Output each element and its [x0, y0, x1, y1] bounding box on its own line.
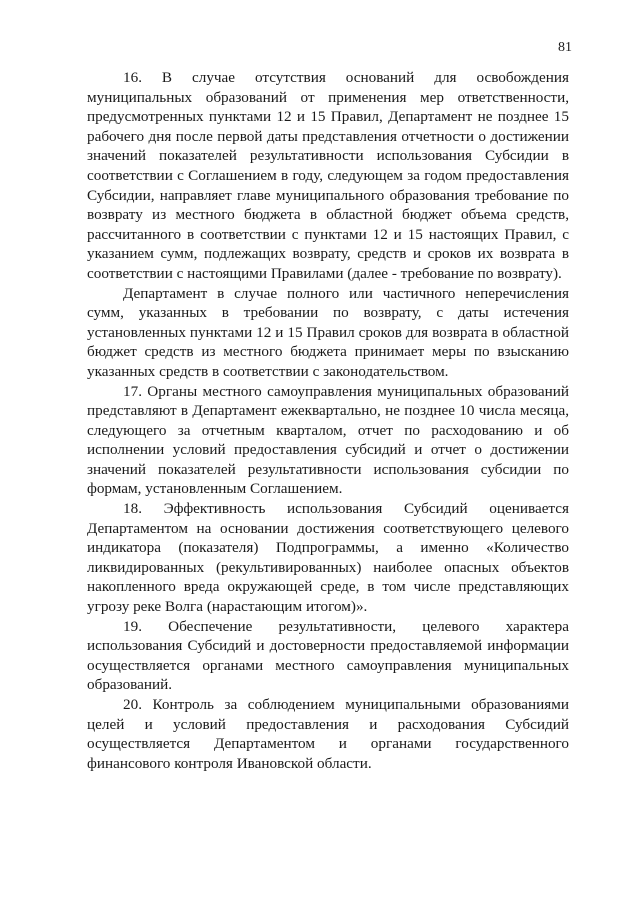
- document-body: [87, 68, 569, 773]
- paragraph-18: 18. Эффективность использования Субсидий оценивается Департаментом на основании достижения соответствующего целевого индикатора (показателя) Подпрограммы, а именно «Количество ликвидированных (рекультивированных) наиболее опасных объектов накопленного вреда окружающей среде, в том числе представляющих угрозу реке Волга (нарастающим итогом)».: [87, 500, 569, 616]
- paragraph-19: 19. Обеспечение результативности, целевого характера использования Субсидий и достоверности предоставляемой информации осуществляется органами местного самоуправления муниципальных образований.: [87, 617, 569, 694]
- page-number: 81: [558, 40, 572, 55]
- paragraph-department-measures: Департамент в случае полного или частичного неперечисления сумм, указанных в требовании по возврату, с даты истечения установленных пунктами 12 и 15 Правил сроков для возврата в областной бюджет средств из местного бюджета принимает меры по взысканию указанных средств в соответствии с законодательством.: [87, 284, 569, 380]
- paragraph-16: 16. В случае отсутствия оснований для освобождения муниципальных образований от применения мер ответственности, предусмотренных пунктами 12 и 15 Правил, Департамент не позднее 15 рабочего дня после первой даты представления отчетности о достижении значений показателей результативности использования Субсидии в соответствии с Соглашением в году, следующем за годом предоставления Субсидии, направляет главе муниципального образования требование по возврату из местного бюджета в областной бюджет объема средств, рассчитанного в соответствии с пунктами 12 и 15 настоящих Правил, с указанием сумм, подлежащих возврату, средств и сроков их возврата в соответствии с настоящими Правилами (далее - требование по возврату).: [87, 69, 569, 282]
- paragraph-17: 17. Органы местного самоуправления муниципальных образований представляют в Департамент ежеквартально, не позднее 10 числа месяца, следующего за отчетным кварталом, отчет по расходованию и об исполнении условий предоставления субсидий и отчет о достижении значений показателей результативности использования субсидии по формам, установленным Соглашением.: [87, 382, 569, 498]
- paragraph-20: 20. Контроль за соблюдением муниципальными образованиями целей и условий предоставления и расходования Субсидий осуществляется Департаментом и органами государственного финансового контроля Ивановской области.: [87, 696, 569, 772]
